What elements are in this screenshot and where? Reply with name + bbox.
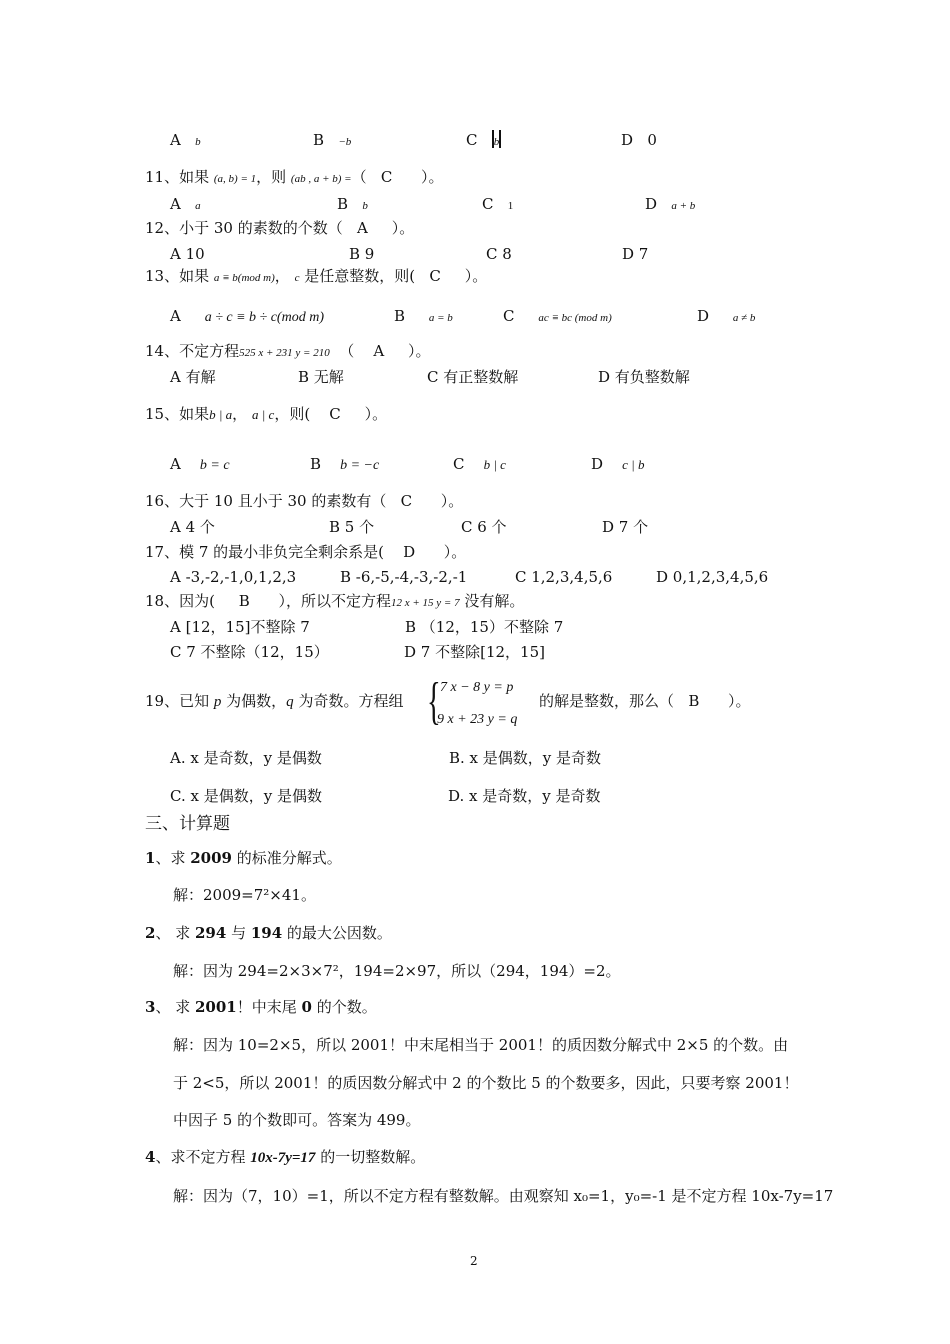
q16-option-c: C 6 个 [461,518,507,536]
q11-option-c: C 1 [482,195,514,213]
q14-stem: 14、不定方程525 x + 231 y = 210 （ A ）。 [145,342,431,360]
calc-3-solution-line-2: 于 2<5，所以 2001！的质因数分解式中 2 的个数比 5 的个数要多，因此，只要考察 2001！ [173,1074,799,1092]
q11-option-d: D a + b [645,195,696,213]
calc-4-solution: 解：因为（7，10）=1，所以不定方程有整数解。由观察知 x₀=1，y₀=-1 是不定方程 10x-7y=17 [173,1187,834,1205]
q19-stem-tail: 的解是整数，那么（ B ）。 [539,692,751,710]
q19-stem: 19、已知 p 为偶数，q 为奇数。方程组 [145,692,404,710]
q12-answer: A [357,219,368,237]
q12-stem: 12、小于 30 的素数的个数（ A ）。 [145,219,415,237]
q10-option-a: A b [170,131,201,149]
page-number: 2 [470,1254,478,1268]
q18-option-a: A [12，15]不整除 7 [170,618,310,636]
q14-answer: A [373,342,385,360]
q13-option-b: B a = b [394,307,453,325]
q10-option-d: D 0 [621,131,657,149]
q13-option-d: D a ≠ b [697,307,756,325]
q10-option-c: C b [466,131,500,149]
q12-option-b: B 9 [349,245,375,263]
calc-3-solution-line-1: 解：因为 10=2×5，所以 2001！中末尾相当于 2001！的质因数分解式中 2×5 的个数。由 [173,1036,789,1054]
q15-option-a: A b = c [170,455,230,473]
q12-option-a: A 10 [170,245,205,263]
q11-option-a: A a [170,195,201,213]
q19-system-brace: { [427,673,441,730]
q17-option-a: A -3,-2,-1,0,1,2,3 [170,568,297,586]
q16-stem: 16、大于 10 且小于 30 的素数有（ C ）。 [145,492,464,510]
calc-2-question: 2、 求 294 与 194 的最大公因数。 [145,924,392,942]
q15-stem: 15、如果b | a， a | c，则( C ）。 [145,405,388,423]
q15-option-c: C b | c [453,455,506,473]
q19-option-d: D. x 是奇数，y 是奇数 [448,787,601,805]
q17-stem: 17、模 7 的最小非负完全剩余系是( D ）。 [145,543,467,561]
q16-answer: C [400,492,413,510]
section-title: 三、计算题 [145,814,230,834]
calc-2-solution: 解：因为 294=2×3×7²，194=2×97，所以（294，194）=2。 [173,962,621,980]
q14-option-b: B 无解 [298,368,344,386]
q13-stem: 13、如果 a ≡ b(mod m)， c 是任意整数，则( C ）。 [145,267,488,285]
q18-option-c: C 7 不整除（12，15） [170,643,329,661]
q13-option-a: A a ÷ c ≡ b ÷ c(mod m) [170,307,324,325]
q17-option-c: C 1,2,3,4,5,6 [515,568,613,586]
q18-answer: B [238,592,250,610]
q19-option-b: B. x 是偶数，y 是奇数 [449,749,602,767]
calc-3-question: 3、 求 2001！中末尾 0 的个数。 [145,998,377,1016]
q15-option-d: D c | b [591,455,645,473]
calc-3-solution-line-3: 中因子 5 的个数即可。答案为 499。 [173,1111,421,1129]
q11-answer: C [380,168,393,186]
calc-1-question: 1、求 2009 的标准分解式。 [145,849,342,867]
q14-option-a: A 有解 [170,368,216,386]
q18-option-d: D 7 不整除[12，15] [404,643,545,661]
q18-stem: 18、因为( B ），所以不定方程12 x + 15 y = 7 没有解。 [145,592,525,610]
q11-stem: 11、如果 (a, b) = 1，则 (ab , a + b) =（ C ）。 [145,168,444,186]
q14-option-c: C 有正整数解 [427,368,519,386]
q16-option-d: D 7 个 [602,518,649,536]
q10-option-b: B −b [313,131,352,149]
q15-option-b: B b = −c [310,455,380,473]
q19-equation-2: 9 x + 23 y = q [437,712,518,727]
q16-option-a: A 4 个 [170,518,215,536]
q13-answer: C [429,267,441,285]
q17-option-b: B -6,-5,-4,-3,-2,-1 [340,568,468,586]
q17-option-d: D 0,1,2,3,4,5,6 [656,568,769,586]
q16-option-b: B 5 个 [329,518,375,536]
q14-option-d: D 有负整数解 [598,368,690,386]
q12-option-d: D 7 [622,245,649,263]
q19-option-a: A. x 是奇数，y 是偶数 [170,749,322,767]
q19-equation-1: 7 x − 8 y = p [440,680,514,695]
calc-1-solution: 解：2009=7²×41。 [173,886,316,904]
q17-answer: D [403,543,416,561]
q15-answer: C [329,405,341,423]
q13-option-c: C ac ≡ bc (mod m) [503,307,612,325]
q18-option-b: B （12，15）不整除 7 [405,618,564,636]
q19-answer: B [688,692,700,710]
calc-4-question: 4、求不定方程 10x-7y=17 的一切整数解。 [145,1148,426,1166]
q11-option-b: B b [337,195,368,213]
q19-option-c: C. x 是偶数，y 是偶数 [170,787,322,805]
q12-option-c: C 8 [486,245,512,263]
